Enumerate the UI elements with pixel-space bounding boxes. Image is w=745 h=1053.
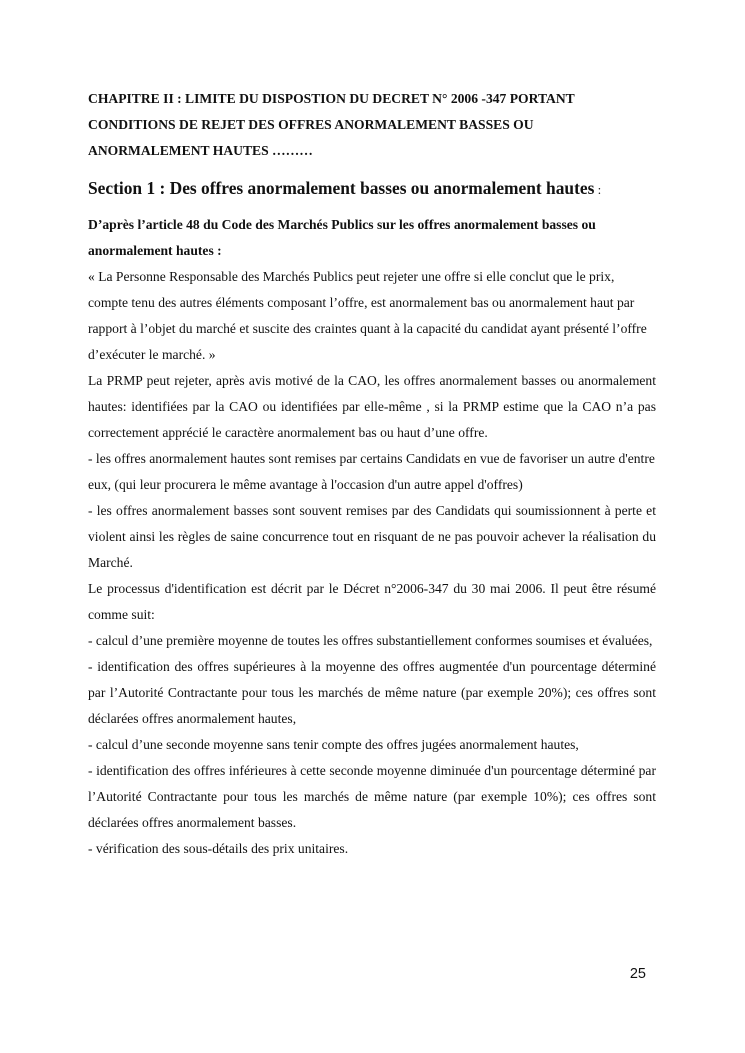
prmp-paragraph: La PRMP peut rejeter, après avis motivé de la CAO, les offres anormalement basses ou anormalement hautes: identifiées par la CAO ou identifiées par elle-même , si la PRMP estime que la CAO n’a pas correctement apprécié le caractère anormalement bas ou haut d’une offre. <box>88 373 656 440</box>
process-step: - vérification des sous-détails des prix unitaires. <box>88 841 349 856</box>
process-step: - identification des offres inférieures à cette seconde moyenne diminuée d'un pourcentage déterminé par l’Autorité Contractante pour tous les marchés de même nature (par exemple 10%); ces offres sont déclarées offres anormalement basses. <box>88 763 656 830</box>
section-title <box>88 176 656 202</box>
article-quote: « La Personne Responsable des Marchés Publics peut rejeter une offre si elle conclut que le prix, compte tenu des autres éléments composant l’offre, est anormalement bas ou anormalement haut par rapport à l’objet du marché et suscite des craintes quant à la capacité du candidat ayant présenté l’offre d’exécuter le marché. » <box>88 269 647 362</box>
section-title-text: Section 1 : Des offres anormalement basses ou anormalement hautes <box>88 178 595 198</box>
process-step: - calcul d’une seconde moyenne sans tenir compte des offres jugées anormalement hautes, <box>88 737 579 752</box>
process-step: - calcul d’une première moyenne de toutes les offres substantiellement conformes soumises et évaluées, <box>88 633 653 648</box>
processus-paragraph: Le processus d'identification est décrit par le Décret n°2006-347 du 30 mai 2006. Il peut être résumé comme suit: <box>88 581 656 622</box>
article-intro: D’après l’article 48 du Code des Marchés Publics sur les offres anormalement basses ou anormalement hautes : <box>88 217 596 258</box>
page-number: 25 <box>629 966 646 982</box>
offres-basses-paragraph: - les offres anormalement basses sont souvent remises par des Candidats qui soumissionnent à perte et violent ainsi les règles de saine concurrence tout en risquant de ne pas pouvoir achever la réalisation du Marché. <box>88 503 656 570</box>
document-page <box>88 86 656 862</box>
offres-hautes-paragraph: - les offres anormalement hautes sont remises par certains Candidats en vue de favoriser un autre d'entre eux, (qui leur procurera le même avantage à l'occasion d'un autre appel d'offres) <box>88 451 655 492</box>
process-step: - identification des offres supérieures à la moyenne des offres augmentée d'un pourcentage déterminé par l’Autorité Contractante pour tous les marchés de même nature (par exemple 20%); ces offres sont déclarées offres anormalement hautes, <box>88 659 656 726</box>
chapter-heading: CHAPITRE II : LIMITE DU DISPOSTION DU DECRET N° 2006 -347 PORTANT CONDITIONS DE REJET DES OFFRES ANORMALEMENT BASSES OU ANORMALEMENT HAUTES ……… <box>88 91 575 158</box>
section-title-colon: : <box>594 182 602 197</box>
